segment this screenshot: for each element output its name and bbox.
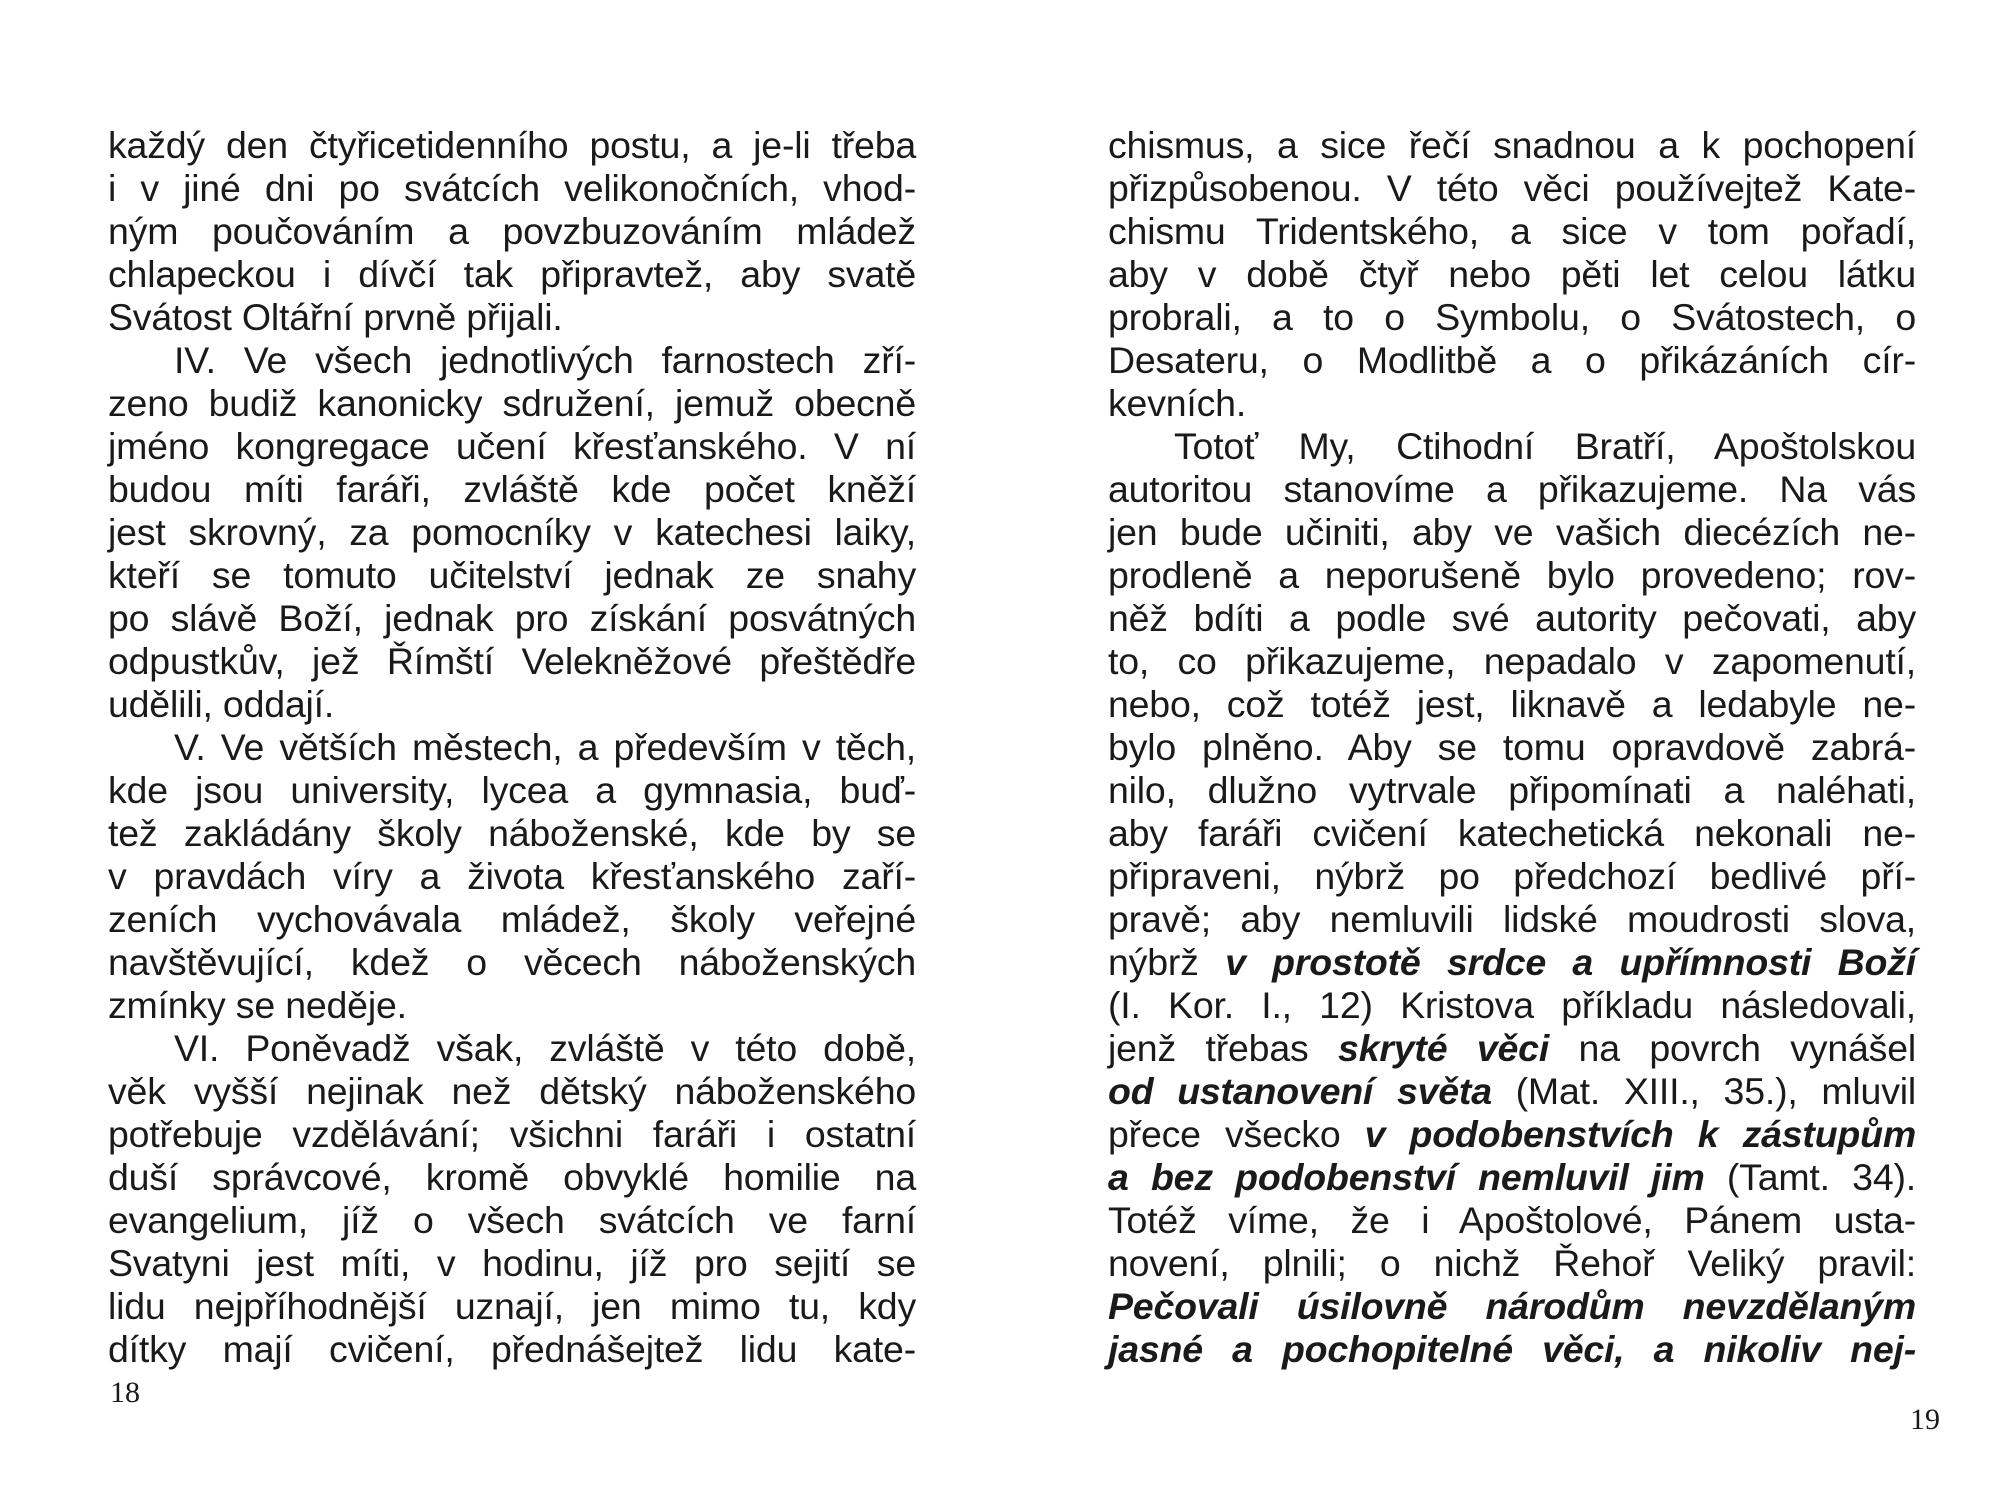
text-line: [1108, 1285, 1916, 1328]
text-line: tež zakládány školy náboženské, kde by se: [108, 812, 916, 854]
text-segment: (Tamt. 34).: [1704, 1156, 1916, 1198]
emphasized-text: skryté věci: [1338, 1027, 1550, 1069]
text-line: [1108, 468, 1916, 511]
emphasized-text: Pečovali úsilovně národům nevzdělaným: [1108, 1285, 1916, 1327]
text-segment: Desateru, o Modlitbě a o přikázáních cír-: [1108, 339, 1916, 381]
text-line: [1108, 898, 1916, 941]
text-line: [1108, 167, 1916, 210]
emphasized-text: jasné a pochopitelné věci, a nikoliv nej-: [1108, 1328, 1916, 1370]
emphasized-text: v podobenstvích k zástupům: [1364, 1113, 1916, 1155]
text-line: po slávě Boží, jednak pro získání posvátných: [108, 597, 916, 639]
text-line: kteří se tomuto učitelství jednak ze snahy: [108, 554, 916, 596]
text-segment: bylo plněno. Aby se tomu opravdově zabrá-: [1108, 726, 1916, 768]
emphasized-text: a bez podobenství nemluvil jim: [1108, 1156, 1705, 1198]
text-line: jest skrovný, za pomocníky v katechesi laiky,: [108, 511, 916, 553]
text-segment: probrali, a to o Symbolu, o Svátostech, o: [1108, 296, 1916, 338]
text-line: udělili, oddají.: [108, 683, 335, 725]
text-line: [1108, 855, 1916, 898]
text-line: [1108, 1027, 1916, 1070]
text-segment: přizpůsobenou. V této věci používejtež Kate-: [1108, 167, 1916, 209]
text-line: zmínky se neděje.: [108, 984, 407, 1026]
text-segment: nýbrž: [1108, 941, 1226, 983]
text-segment: (Mat. XIII., 35.), mluvil: [1491, 1070, 1917, 1112]
text-line: budou míti faráři, zvláště kde počet kněží: [108, 468, 916, 510]
text-line: věk vyšší nejinak než dětský náboženského: [108, 1070, 916, 1112]
text-segment: to, co přikazujeme, nepadalo v zapomenutí,: [1108, 640, 1916, 682]
text-line: [1108, 1328, 1916, 1371]
text-line: [1108, 511, 1916, 554]
text-line: kde jsou university, lycea a gymnasia, buď-: [108, 769, 916, 811]
left-text-column: [108, 124, 916, 1371]
text-line: zeních vychovávala mládež, školy veřejné: [108, 898, 916, 940]
text-line: [1108, 640, 1916, 683]
page-number: 19: [1910, 1403, 1940, 1436]
right-page: [1008, 0, 2016, 1501]
text-line: [1108, 941, 1916, 984]
text-segment: přece všecko: [1108, 1113, 1365, 1155]
text-line: [1108, 339, 1916, 382]
text-line: zeno budiž kanonicky sdružení, jemuž obecně: [108, 382, 916, 424]
text-segment: aby faráři cvičení katechetická nekonali ne-: [1108, 812, 1916, 854]
text-line: [1108, 1199, 1916, 1242]
right-text-column: [1108, 124, 1916, 1371]
text-line: duší správcové, kromě obvyklé homilie na: [108, 1156, 916, 1198]
text-line: [1108, 1113, 1916, 1156]
text-segment: pravě; aby nemluvili lidské moudrosti slova,: [1108, 898, 1916, 940]
text-line: [1108, 683, 1916, 726]
text-segment: (I. Kor. I., 12) Kristova příkladu následovali,: [1108, 984, 1916, 1026]
text-line: [1108, 1070, 1916, 1113]
text-line: dítky mají cvičení, přednášejtež lidu kate-: [108, 1328, 916, 1370]
text-line: [1108, 726, 1916, 769]
text-line: IV. Ve všech jednotlivých farnostech zří-: [174, 339, 916, 381]
text-segment: Totéž víme, že i Apoštolové, Pánem usta-: [1108, 1199, 1916, 1241]
text-line: [1108, 296, 1916, 339]
text-segment: kevních.: [1108, 382, 1247, 424]
text-line: [1108, 210, 1916, 253]
text-line: každý den čtyřicetidenního postu, a je-li třeba: [108, 124, 916, 166]
text-segment: nilo, dlužno vytrvale připomínati a naléhati,: [1108, 769, 1916, 811]
text-segment: nebo, což totéž jest, liknavě a ledabyle ne-: [1108, 683, 1916, 725]
text-segment: Totoť My, Ctihodní Bratří, Apoštolskou: [1174, 425, 1916, 467]
text-line: i v jiné dni po svátcích velikonočních, vhod-: [108, 167, 916, 209]
text-line: [1108, 253, 1916, 296]
text-line: chlapeckou i dívčí tak připravtež, aby svatě: [108, 253, 916, 295]
text-line: odpustkův, jež Římští Velekněžové přeštědře: [108, 640, 916, 682]
text-line: navštěvující, kdež o věcech náboženských: [108, 941, 916, 983]
text-line: ným poučováním a povzbuzováním mládež: [108, 210, 916, 252]
text-segment: autoritou stanovíme a přikazujeme. Na vás: [1108, 468, 1916, 510]
text-line: [1108, 1242, 1916, 1285]
text-line: Svatyni jest míti, v hodinu, jíž pro sejití se: [108, 1242, 916, 1284]
text-line: v pravdách víry a života křesťanského zaří-: [108, 855, 916, 897]
text-line: [1108, 769, 1916, 812]
page-number: 18: [110, 1376, 140, 1409]
text-segment: na povrch vynášel: [1549, 1027, 1916, 1069]
text-line: [1108, 124, 1916, 167]
text-line: evangelium, jíž o všech svátcích ve farní: [108, 1199, 916, 1241]
text-line: [1108, 984, 1916, 1027]
emphasized-text: v prostotě srdce a upřímnosti Boží: [1225, 941, 1916, 983]
text-segment: chismus, a sice řečí snadnou a k pochopení: [1108, 124, 1916, 166]
text-line: potřebuje vzdělávání; všichni faráři i ostatní: [108, 1113, 916, 1155]
text-segment: novení, plnili; o nichž Řehoř Veliký pravil:: [1108, 1242, 1916, 1284]
text-line: [1108, 812, 1916, 855]
text-line: [1108, 597, 1916, 640]
text-segment: aby v době čtyř nebo pěti let celou látku: [1108, 253, 1916, 295]
text-line: VI. Poněvadž však, zvláště v této době,: [174, 1027, 916, 1069]
text-segment: jen bude učiniti, aby ve vašich diecézích ne-: [1108, 511, 1916, 553]
text-line: jméno kongregace učení křesťanského. V ní: [108, 425, 916, 467]
text-segment: chismu Tridentského, a sice v tom pořadí,: [1108, 210, 1916, 252]
text-line: [1108, 382, 1916, 425]
emphasized-text: od ustanovení světa: [1108, 1070, 1492, 1112]
text-line: [1108, 1156, 1916, 1199]
text-line: [1108, 425, 1916, 468]
text-line: [1108, 554, 1916, 597]
text-segment: jenž třebas: [1108, 1027, 1339, 1069]
text-segment: něž bdíti a podle své autority pečovati, aby: [1108, 597, 1916, 639]
text-line: V. Ve větších městech, a především v těch,: [174, 726, 916, 768]
text-line: Svátost Oltářní prvně přijali.: [108, 296, 563, 338]
text-line: lidu nejpříhodnější uznají, jen mimo tu, kdy: [108, 1285, 916, 1327]
text-segment: připraveni, nýbrž po předchozí bedlivé pří-: [1108, 855, 1916, 897]
text-segment: prodleně a neporušeně bylo provedeno; rov-: [1108, 554, 1916, 596]
